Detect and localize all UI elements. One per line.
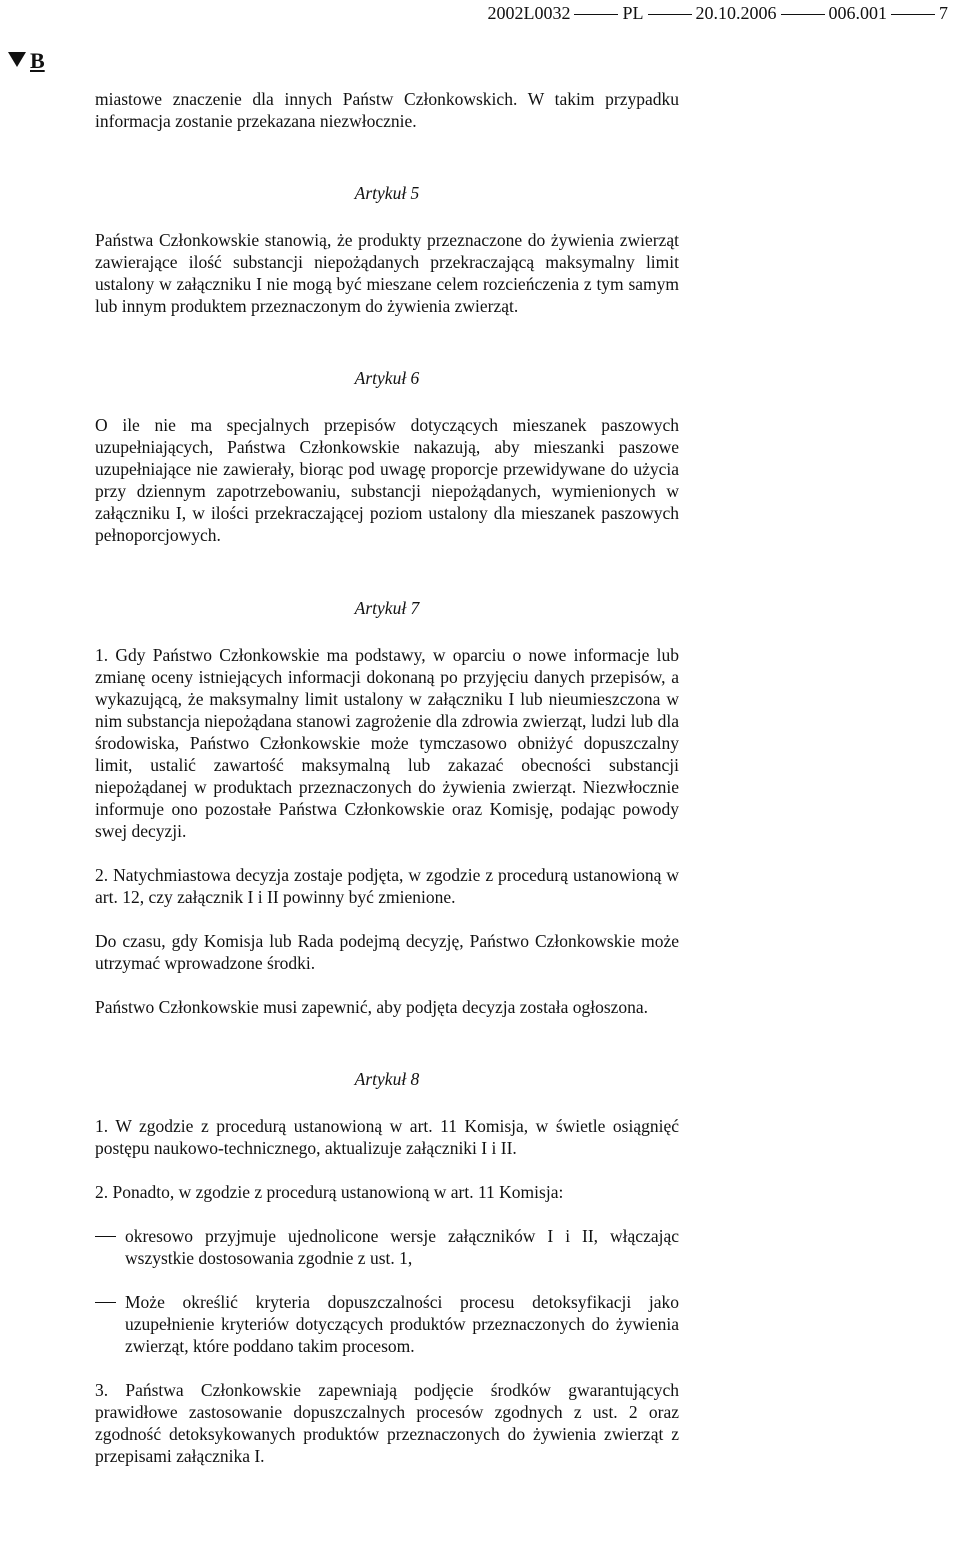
doc-version: 006.001 [828,3,887,23]
article-8-para-1: 1. W zgodzie z procedurą ustanowioną w art. 11 Komisja, w świetle osiągnięć postępu naukowo-technicznego, aktualizuje załączniki I i II. [95,1116,679,1158]
article-8-title: Artykuł 8 [354,1069,420,1089]
article-8-dash-item-2 [95,1291,679,1357]
article-6-text: O ile nie ma specjalnych przepisów dotyczących mieszanek paszowych uzupełniających, Państwa Członkowskie nakazują, aby mieszanki paszowe uzupełniające nie zawierały, biorąc pod uwagę proporcje przewidywane do użycia przy dziennym zapotrzebowaniu, substancji niepożądanych, wymienionych w załączniku I, w ilości przekraczającej poziom ustalony dla mieszanek paszowych pełnoporcjowych. [95,415,679,545]
article-7-title: Artykuł 7 [354,598,420,618]
dash-item-text: okresowo przyjmuje ujednolicone wersje załączników I i II, włączając wszystkie dostosowania zgodnie z ust. 1, [125,1226,679,1268]
article-7-para-2: 2. Natychmiastowa decyzja zostaje podjęta, w zgodzie z procedurą ustanowioną w art. 12, czy załącznik I i II powinny być zmienione. [95,865,679,907]
doc-lang: PL [622,3,644,23]
article-8-para-3: 3. Państwa Członkowskie zapewniają podjęcie środków gwarantujących prawidłowe zastosowanie dopuszczalnych procesów zgodnych z ust. 2 oraz zgodność detoksykowanych produktów przeznaczonych do żywienia zwierząt z przepisami załącznika I. [95,1380,679,1466]
page-number: 7 [939,3,948,23]
em-dash-icon [95,1236,116,1237]
header-dash [648,14,692,15]
doc-date: 20.10.2006 [695,3,777,23]
intro-paragraph: miastowe znaczenie dla innych Państw Członkowskich. W takim przypadku informacja zostanie przekazana niezwłocznie. [95,89,679,131]
article-7-para-3: Do czasu, gdy Komisja lub Rada podejmą decyzję, Państwo Członkowskie może utrzymać wprowadzone środki. [95,931,679,973]
article-5-title: Artykuł 5 [354,183,420,203]
triangle-down-icon [8,52,26,67]
header-dash [574,14,618,15]
document-body [95,88,679,1467]
page-header [487,2,948,24]
article-5-text: Państwa Członkowskie stanowią, że produkty przeznaczone do żywienia zwierząt zawierające ilość substancji niepożądanych przekraczającą maksymalny limit ustalony w załączniku I nie mogą być mieszane celem rozcieńczenia z tym samym lub innym produktem przeznaczonym do żywienia zwierząt. [95,230,679,316]
doc-code: 2002L0032 [487,3,571,23]
amendment-letter: B [30,48,45,73]
article-8-dash-item-1 [95,1225,679,1269]
amendment-marker [8,48,45,74]
article-7-para-1: 1. Gdy Państwo Członkowskie ma podstawy, w oparciu o nowe informacje lub zmianę oceny istniejących informacji dokonaną po przyjęciu danych przepisów, a wykazującą, że maksymalny limit ustalony w załączniku I lub nieumieszczona w nim substancja niepożądana stanowi zagrożenie dla zdrowia zwierząt, ludzi lub dla środowiska, Państwo Członkowskie może tymczasowo obniżyć dopuszczalny limit, ustalić zawartość maksymalną lub zakazać obecności substancji niepożądanej w produktach przeznaczonych do żywienia zwierząt. Niezwłocznie informuje ono pozostałe Państwa Członkowskie oraz Komisję, podając powody swej decyzji. [95,645,679,841]
dash-item-text: Może określić kryteria dopuszczalności procesu detoksyfikacji jako uzupełnienie kryteriów dotyczących produktów przeznaczonych do żywienia zwierząt, które poddano takim procesom. [125,1292,679,1356]
header-dash [891,14,935,15]
header-dash [781,14,825,15]
article-6-title: Artykuł 6 [354,368,420,388]
em-dash-icon [95,1302,116,1303]
article-7-para-4: Państwo Członkowskie musi zapewnić, aby podjęta decyzja została ogłoszona. [95,997,649,1017]
article-8-para-2: 2. Ponadto, w zgodzie z procedurą ustanowioną w art. 11 Komisja: [95,1182,564,1202]
